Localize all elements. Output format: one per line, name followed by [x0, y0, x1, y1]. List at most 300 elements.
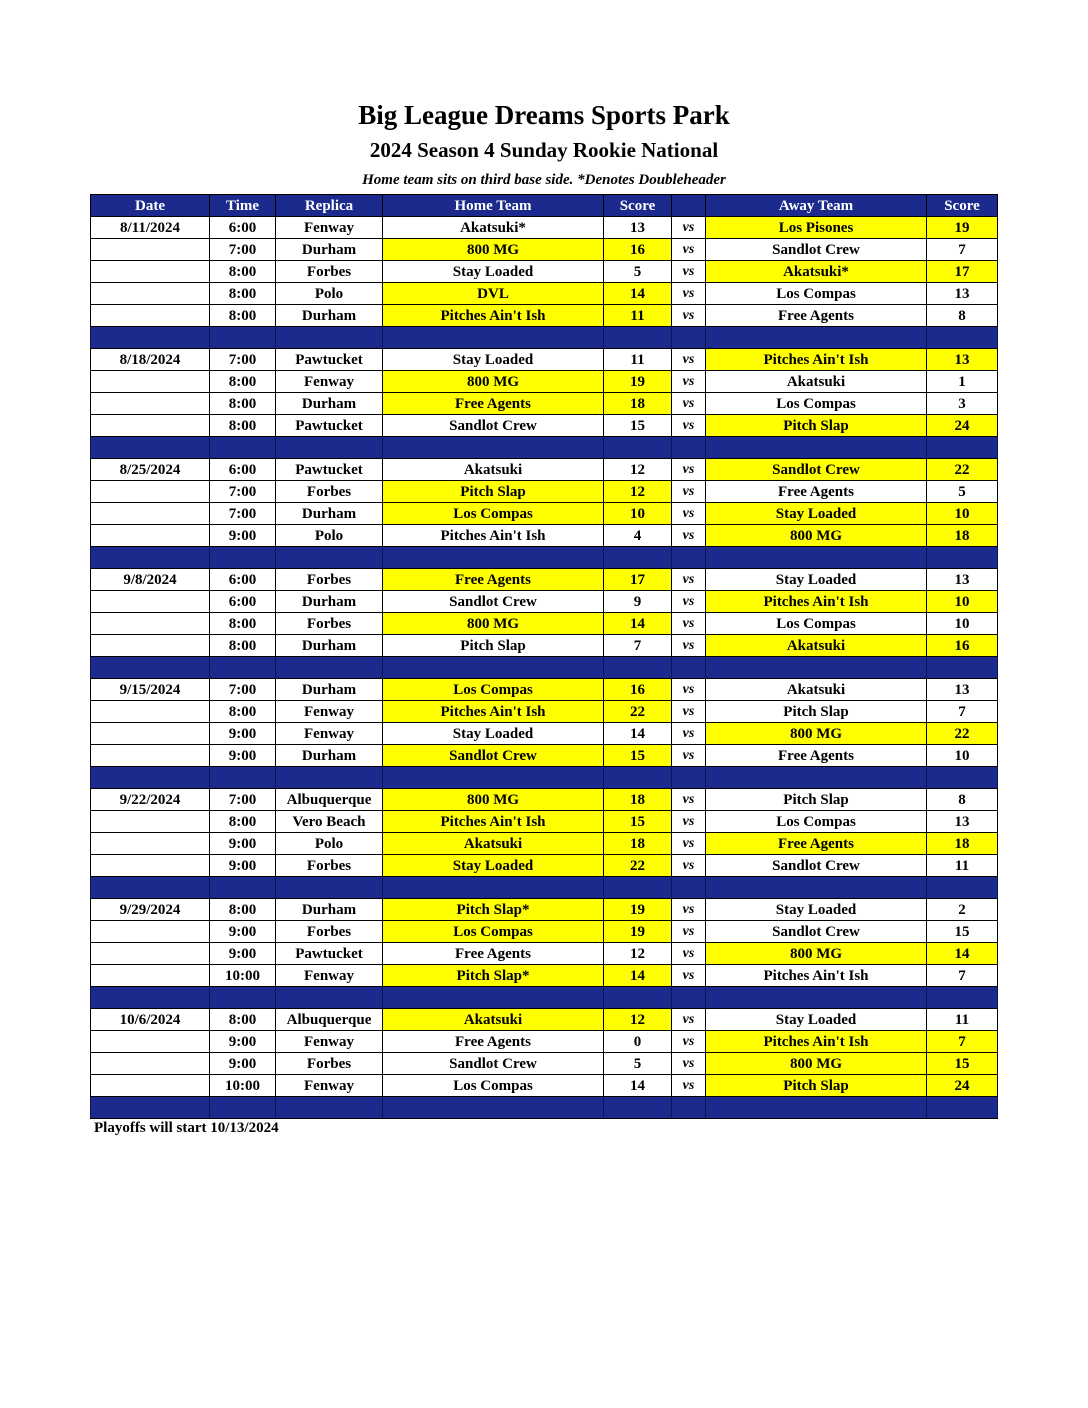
vs-label: vs	[672, 525, 706, 547]
game-field: Vero Beach	[276, 811, 383, 833]
game-field: Forbes	[276, 855, 383, 877]
away-score: 8	[927, 789, 998, 811]
home-score: 16	[604, 239, 672, 261]
vs-label: vs	[672, 239, 706, 261]
separator-cell	[927, 327, 998, 349]
home-score: 19	[604, 921, 672, 943]
away-team: Sandlot Crew	[706, 921, 927, 943]
home-score: 5	[604, 1053, 672, 1075]
game-time: 7:00	[210, 503, 276, 525]
game-date: 9/8/2024	[91, 569, 210, 591]
separator-cell	[276, 547, 383, 569]
separator-cell	[604, 437, 672, 459]
home-team: Pitch Slap	[383, 481, 604, 503]
game-date	[91, 613, 210, 635]
game-field: Fenway	[276, 1031, 383, 1053]
home-score: 5	[604, 261, 672, 283]
game-row	[91, 415, 998, 437]
away-score: 11	[927, 855, 998, 877]
away-team: Pitches Ain't Ish	[706, 1031, 927, 1053]
game-time: 8:00	[210, 811, 276, 833]
home-team: Pitch Slap	[383, 635, 604, 657]
game-field: Durham	[276, 745, 383, 767]
week-separator	[91, 877, 998, 899]
game-row	[91, 283, 998, 305]
home-score: 14	[604, 723, 672, 745]
separator-cell	[383, 547, 604, 569]
away-team: Pitches Ain't Ish	[706, 591, 927, 613]
vs-label: vs	[672, 613, 706, 635]
home-team: Sandlot Crew	[383, 415, 604, 437]
game-time: 7:00	[210, 679, 276, 701]
game-row	[91, 679, 998, 701]
home-team: Los Compas	[383, 679, 604, 701]
vs-label: vs	[672, 393, 706, 415]
home-team: Los Compas	[383, 503, 604, 525]
game-field: Pawtucket	[276, 415, 383, 437]
game-row	[91, 789, 998, 811]
game-time: 9:00	[210, 855, 276, 877]
game-date	[91, 371, 210, 393]
game-field: Polo	[276, 283, 383, 305]
separator-cell	[91, 437, 210, 459]
week-separator	[91, 987, 998, 1009]
away-team: Free Agents	[706, 745, 927, 767]
game-time: 8:00	[210, 393, 276, 415]
page-title: Big League Dreams Sports Park	[358, 100, 730, 130]
game-row	[91, 1031, 998, 1053]
vs-label: vs	[672, 899, 706, 921]
away-team: Akatsuki	[706, 635, 927, 657]
home-score: 18	[604, 393, 672, 415]
separator-cell	[927, 767, 998, 789]
separator-cell	[276, 437, 383, 459]
home-score: 14	[604, 613, 672, 635]
game-field: Fenway	[276, 723, 383, 745]
home-team: Sandlot Crew	[383, 591, 604, 613]
game-time: 8:00	[210, 283, 276, 305]
vs-label: vs	[672, 283, 706, 305]
separator-cell	[383, 767, 604, 789]
game-time: 10:00	[210, 965, 276, 987]
home-score: 11	[604, 349, 672, 371]
game-time: 9:00	[210, 1031, 276, 1053]
game-time: 10:00	[210, 1075, 276, 1097]
away-score: 14	[927, 943, 998, 965]
game-field: Durham	[276, 591, 383, 613]
away-team: Los Compas	[706, 811, 927, 833]
away-score: 7	[927, 239, 998, 261]
game-date: 8/25/2024	[91, 459, 210, 481]
separator-cell	[706, 437, 927, 459]
column-header-home-score: Score	[604, 195, 672, 217]
away-score: 22	[927, 459, 998, 481]
away-team: Stay Loaded	[706, 503, 927, 525]
away-team: Akatsuki*	[706, 261, 927, 283]
separator-cell	[604, 767, 672, 789]
game-field: Pawtucket	[276, 943, 383, 965]
away-team: Stay Loaded	[706, 899, 927, 921]
away-score: 10	[927, 503, 998, 525]
game-row	[91, 459, 998, 481]
game-time: 8:00	[210, 1009, 276, 1031]
home-team: Stay Loaded	[383, 261, 604, 283]
game-date	[91, 283, 210, 305]
away-team: Pitches Ain't Ish	[706, 349, 927, 371]
game-date: 9/22/2024	[91, 789, 210, 811]
column-header-vs	[672, 195, 706, 217]
column-header-date: Date	[91, 195, 210, 217]
separator-cell	[706, 877, 927, 899]
home-score: 13	[604, 217, 672, 239]
game-field: Fenway	[276, 965, 383, 987]
playoffs-note: Playoffs will start 10/13/2024	[94, 1120, 279, 1136]
away-team: 800 MG	[706, 525, 927, 547]
home-team: Akatsuki	[383, 833, 604, 855]
away-team: Los Pisones	[706, 217, 927, 239]
game-date: 8/11/2024	[91, 217, 210, 239]
home-team: Pitches Ain't Ish	[383, 305, 604, 327]
game-row	[91, 921, 998, 943]
away-score: 11	[927, 1009, 998, 1031]
home-score: 11	[604, 305, 672, 327]
vs-label: vs	[672, 701, 706, 723]
separator-cell	[383, 1097, 604, 1119]
separator-cell	[383, 327, 604, 349]
game-row	[91, 393, 998, 415]
away-team: Pitch Slap	[706, 701, 927, 723]
home-score: 14	[604, 283, 672, 305]
separator-cell	[91, 547, 210, 569]
game-row	[91, 833, 998, 855]
separator-cell	[91, 877, 210, 899]
game-date: 9/29/2024	[91, 899, 210, 921]
separator-cell	[276, 987, 383, 1009]
away-team: Pitch Slap	[706, 789, 927, 811]
separator-cell	[210, 327, 276, 349]
home-team: Akatsuki	[383, 1009, 604, 1031]
game-field: Fenway	[276, 1075, 383, 1097]
game-date	[91, 1053, 210, 1075]
separator-cell	[706, 987, 927, 1009]
away-team: Sandlot Crew	[706, 459, 927, 481]
game-row	[91, 899, 998, 921]
game-time: 6:00	[210, 459, 276, 481]
vs-label: vs	[672, 481, 706, 503]
home-score: 7	[604, 635, 672, 657]
separator-cell	[706, 547, 927, 569]
vs-label: vs	[672, 305, 706, 327]
vs-label: vs	[672, 1075, 706, 1097]
away-score: 7	[927, 701, 998, 723]
away-team: Sandlot Crew	[706, 855, 927, 877]
vs-label: vs	[672, 635, 706, 657]
game-field: Durham	[276, 635, 383, 657]
vs-label: vs	[672, 371, 706, 393]
home-team: Pitches Ain't Ish	[383, 811, 604, 833]
away-score: 24	[927, 415, 998, 437]
game-date	[91, 591, 210, 613]
game-row	[91, 811, 998, 833]
away-score: 13	[927, 349, 998, 371]
separator-cell	[210, 1097, 276, 1119]
separator-cell	[672, 437, 706, 459]
away-score: 2	[927, 899, 998, 921]
home-score: 12	[604, 943, 672, 965]
game-row	[91, 635, 998, 657]
home-team: Free Agents	[383, 943, 604, 965]
game-row	[91, 217, 998, 239]
week-separator	[91, 657, 998, 679]
game-date: 8/18/2024	[91, 349, 210, 371]
game-field: Durham	[276, 679, 383, 701]
game-time: 8:00	[210, 701, 276, 723]
away-score: 3	[927, 393, 998, 415]
away-team: Los Compas	[706, 613, 927, 635]
game-row	[91, 943, 998, 965]
away-score: 18	[927, 525, 998, 547]
away-team: Free Agents	[706, 833, 927, 855]
schedule-note: Home team sits on third base side. *Denotes Doubleheader	[362, 172, 726, 188]
column-header-home-team: Home Team	[383, 195, 604, 217]
home-team: DVL	[383, 283, 604, 305]
vs-label: vs	[672, 723, 706, 745]
game-time: 9:00	[210, 943, 276, 965]
home-team: Los Compas	[383, 1075, 604, 1097]
home-team: 800 MG	[383, 613, 604, 635]
game-field: Fenway	[276, 371, 383, 393]
game-time: 9:00	[210, 525, 276, 547]
game-row	[91, 261, 998, 283]
header-row	[91, 195, 998, 217]
game-row	[91, 305, 998, 327]
home-score: 14	[604, 965, 672, 987]
away-score: 15	[927, 1053, 998, 1075]
game-date	[91, 723, 210, 745]
game-time: 7:00	[210, 789, 276, 811]
home-team: 800 MG	[383, 789, 604, 811]
column-header-time: Time	[210, 195, 276, 217]
game-time: 8:00	[210, 899, 276, 921]
separator-cell	[672, 877, 706, 899]
game-date	[91, 701, 210, 723]
game-date	[91, 503, 210, 525]
home-score: 0	[604, 1031, 672, 1053]
separator-cell	[210, 657, 276, 679]
away-score: 7	[927, 965, 998, 987]
vs-label: vs	[672, 261, 706, 283]
away-score: 24	[927, 1075, 998, 1097]
game-row	[91, 349, 998, 371]
away-team: Sandlot Crew	[706, 239, 927, 261]
separator-cell	[276, 767, 383, 789]
separator-cell	[927, 657, 998, 679]
game-time: 9:00	[210, 745, 276, 767]
game-time: 6:00	[210, 591, 276, 613]
away-score: 13	[927, 283, 998, 305]
game-time: 9:00	[210, 833, 276, 855]
vs-label: vs	[672, 1009, 706, 1031]
away-score: 19	[927, 217, 998, 239]
game-field: Forbes	[276, 569, 383, 591]
separator-cell	[210, 547, 276, 569]
separator-cell	[672, 657, 706, 679]
game-row	[91, 855, 998, 877]
away-score: 8	[927, 305, 998, 327]
home-score: 18	[604, 789, 672, 811]
away-team: Los Compas	[706, 393, 927, 415]
game-row	[91, 1053, 998, 1075]
away-team: Stay Loaded	[706, 569, 927, 591]
separator-cell	[383, 987, 604, 1009]
game-time: 9:00	[210, 1053, 276, 1075]
away-score: 18	[927, 833, 998, 855]
home-team: Stay Loaded	[383, 855, 604, 877]
game-field: Forbes	[276, 921, 383, 943]
game-date	[91, 943, 210, 965]
game-field: Pawtucket	[276, 459, 383, 481]
vs-label: vs	[672, 679, 706, 701]
game-date	[91, 1031, 210, 1053]
game-row	[91, 481, 998, 503]
separator-cell	[706, 657, 927, 679]
separator-cell	[276, 1097, 383, 1119]
separator-cell	[276, 327, 383, 349]
column-header-replica: Replica	[276, 195, 383, 217]
game-field: Albuquerque	[276, 789, 383, 811]
vs-label: vs	[672, 349, 706, 371]
separator-cell	[927, 1097, 998, 1119]
game-time: 9:00	[210, 921, 276, 943]
away-score: 7	[927, 1031, 998, 1053]
away-score: 10	[927, 745, 998, 767]
column-header-away-score: Score	[927, 195, 998, 217]
game-field: Forbes	[276, 613, 383, 635]
home-score: 16	[604, 679, 672, 701]
separator-cell	[276, 877, 383, 899]
game-row	[91, 965, 998, 987]
game-row	[91, 1009, 998, 1031]
separator-cell	[91, 987, 210, 1009]
away-team: 800 MG	[706, 723, 927, 745]
separator-cell	[383, 437, 604, 459]
separator-cell	[604, 547, 672, 569]
home-team: Free Agents	[383, 393, 604, 415]
away-score: 22	[927, 723, 998, 745]
home-team: Sandlot Crew	[383, 745, 604, 767]
separator-cell	[91, 767, 210, 789]
separator-cell	[210, 987, 276, 1009]
separator-cell	[604, 877, 672, 899]
away-score: 5	[927, 481, 998, 503]
away-team: Pitch Slap	[706, 1075, 927, 1097]
home-score: 18	[604, 833, 672, 855]
game-row	[91, 569, 998, 591]
week-separator	[91, 437, 998, 459]
game-row	[91, 525, 998, 547]
game-row	[91, 723, 998, 745]
game-row	[91, 1075, 998, 1097]
home-score: 22	[604, 701, 672, 723]
game-date	[91, 965, 210, 987]
separator-cell	[672, 327, 706, 349]
separator-cell	[383, 657, 604, 679]
home-team: Pitch Slap*	[383, 965, 604, 987]
game-date	[91, 393, 210, 415]
vs-label: vs	[672, 569, 706, 591]
game-field: Durham	[276, 239, 383, 261]
game-date	[91, 525, 210, 547]
separator-cell	[91, 327, 210, 349]
schedule-table	[90, 194, 998, 1119]
game-date	[91, 811, 210, 833]
game-time: 8:00	[210, 261, 276, 283]
away-team: Free Agents	[706, 481, 927, 503]
away-team: 800 MG	[706, 943, 927, 965]
away-team: Akatsuki	[706, 679, 927, 701]
separator-cell	[604, 327, 672, 349]
vs-label: vs	[672, 855, 706, 877]
away-team: Free Agents	[706, 305, 927, 327]
game-date	[91, 415, 210, 437]
game-time: 7:00	[210, 481, 276, 503]
game-field: Forbes	[276, 261, 383, 283]
home-score: 15	[604, 415, 672, 437]
game-time: 8:00	[210, 613, 276, 635]
game-date	[91, 1075, 210, 1097]
week-separator	[91, 327, 998, 349]
game-date	[91, 635, 210, 657]
vs-label: vs	[672, 965, 706, 987]
away-team: Pitches Ain't Ish	[706, 965, 927, 987]
game-time: 7:00	[210, 239, 276, 261]
vs-label: vs	[672, 811, 706, 833]
separator-cell	[706, 327, 927, 349]
away-score: 1	[927, 371, 998, 393]
game-row	[91, 591, 998, 613]
game-time: 6:00	[210, 217, 276, 239]
separator-cell	[672, 1097, 706, 1119]
vs-label: vs	[672, 591, 706, 613]
home-score: 12	[604, 481, 672, 503]
game-date	[91, 261, 210, 283]
separator-cell	[210, 437, 276, 459]
game-field: Durham	[276, 305, 383, 327]
home-team: Stay Loaded	[383, 723, 604, 745]
home-team: Pitches Ain't Ish	[383, 701, 604, 723]
vs-label: vs	[672, 1031, 706, 1053]
separator-cell	[383, 877, 604, 899]
away-score: 13	[927, 679, 998, 701]
game-date	[91, 305, 210, 327]
schedule-body	[91, 217, 998, 1119]
away-score: 10	[927, 591, 998, 613]
home-score: 15	[604, 811, 672, 833]
game-row	[91, 239, 998, 261]
vs-label: vs	[672, 1053, 706, 1075]
game-row	[91, 613, 998, 635]
home-team: Stay Loaded	[383, 349, 604, 371]
separator-cell	[672, 547, 706, 569]
game-field: Albuquerque	[276, 1009, 383, 1031]
home-team: Free Agents	[383, 1031, 604, 1053]
vs-label: vs	[672, 745, 706, 767]
away-score: 17	[927, 261, 998, 283]
game-time: 6:00	[210, 569, 276, 591]
game-field: Durham	[276, 899, 383, 921]
home-score: 9	[604, 591, 672, 613]
home-score: 19	[604, 371, 672, 393]
